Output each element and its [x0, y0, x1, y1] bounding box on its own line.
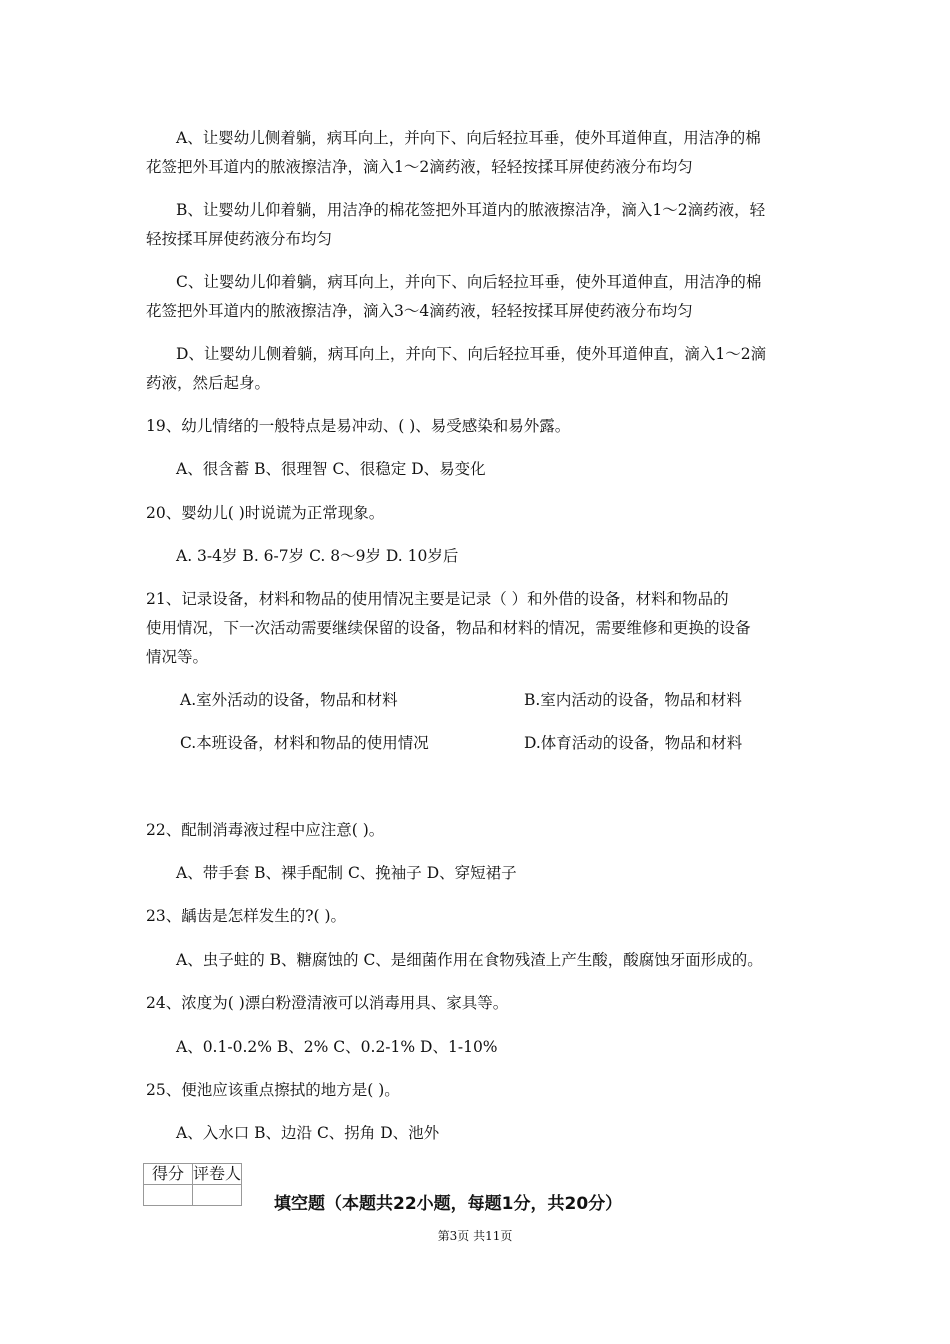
q24-options: A、0.1-0.2% B、2% C、0.2-1% D、1-10% [176, 1038, 498, 1056]
q21-stem-line1: 21、记录设备，材料和物品的使用情况主要是记录（ ）和外借的设备，材料和物品的 [146, 590, 729, 608]
q18-option-d-line1: D、让婴幼儿侧着躺，病耳向上，并向下、向后轻拉耳垂，使外耳道伸直，滴入1～2滴 [176, 345, 767, 363]
q21-option-b: B.室内活动的设备，物品和材料 [524, 691, 742, 709]
section-title: 填空题（本题共22小题，每题1分，共20分） [274, 1194, 623, 1214]
q25-stem: 25、便池应该重点擦拭的地方是( )。 [146, 1081, 400, 1099]
q18-option-b-line1: B、让婴幼儿仰着躺，用洁净的棉花签把外耳道内的脓液擦洁净，滴入1～2滴药液，轻 [176, 201, 766, 219]
q20-options: A. 3-4岁 B. 6-7岁 C. 8～9岁 D. 10岁后 [176, 547, 459, 565]
q21-option-d: D.体育活动的设备，物品和材料 [524, 734, 743, 752]
page-footer: 第3页 共11页 [437, 1229, 513, 1243]
q23-stem: 23、龋齿是怎样发生的?( )。 [146, 907, 347, 925]
grader-label: 评卷人 [193, 1164, 242, 1183]
q21-option-c: C.本班设备，材料和物品的使用情况 [180, 734, 429, 752]
q18-option-a-line1: A、让婴幼儿侧着躺，病耳向上，并向下、向后轻拉耳垂，使外耳道伸直，用洁净的棉 [176, 129, 761, 147]
q24-stem: 24、浓度为( )漂白粉澄清液可以消毒用具、家具等。 [146, 994, 509, 1012]
score-box [143, 1163, 242, 1206]
q21-stem-line2: 使用情况，下一次活动需要继续保留的设备，物品和材料的情况，需要维修和更换的设备 [146, 619, 751, 637]
q18-option-c-line2: 花签把外耳道内的脓液擦洁净，滴入3～4滴药液，轻轻按揉耳屏使药液分布均匀 [146, 302, 693, 320]
q18-option-d-line2: 药液，然后起身。 [146, 374, 271, 392]
q18-option-c-line1: C、让婴幼儿仰着躺，病耳向上，并向下、向后轻拉耳垂，使外耳道伸直，用洁净的棉 [176, 273, 762, 291]
q19-stem: 19、幼儿情绪的一般特点是易冲动、( )、易受感染和易外露。 [146, 417, 571, 435]
grader-cell [193, 1185, 242, 1206]
score-cell [144, 1185, 193, 1206]
q22-stem: 22、配制消毒液过程中应注意( )。 [146, 821, 385, 839]
q22-options: A、带手套 B、裸手配制 C、挽袖子 D、穿短裙子 [176, 864, 517, 882]
q18-option-b-line2: 轻按揉耳屏使药液分布均匀 [146, 230, 333, 248]
q20-stem: 20、婴幼儿( )时说谎为正常现象。 [146, 504, 385, 522]
score-label: 得分 [144, 1164, 193, 1185]
q21-option-a: A.室外活动的设备，物品和材料 [180, 691, 398, 709]
q19-options: A、很含蓄 B、很理智 C、很稳定 D、易变化 [176, 460, 486, 478]
q23-options: A、虫子蛀的 B、糖腐蚀的 C、是细菌作用在食物残渣上产生酸，酸腐蚀牙面形成的。 [176, 951, 763, 969]
q18-option-a-line2: 花签把外耳道内的脓液擦洁净，滴入1～2滴药液，轻轻按揉耳屏使药液分布均匀 [146, 158, 693, 176]
q21-stem-line3: 情况等。 [146, 648, 209, 666]
q25-options: A、入水口 B、边沿 C、拐角 D、池外 [176, 1124, 440, 1142]
